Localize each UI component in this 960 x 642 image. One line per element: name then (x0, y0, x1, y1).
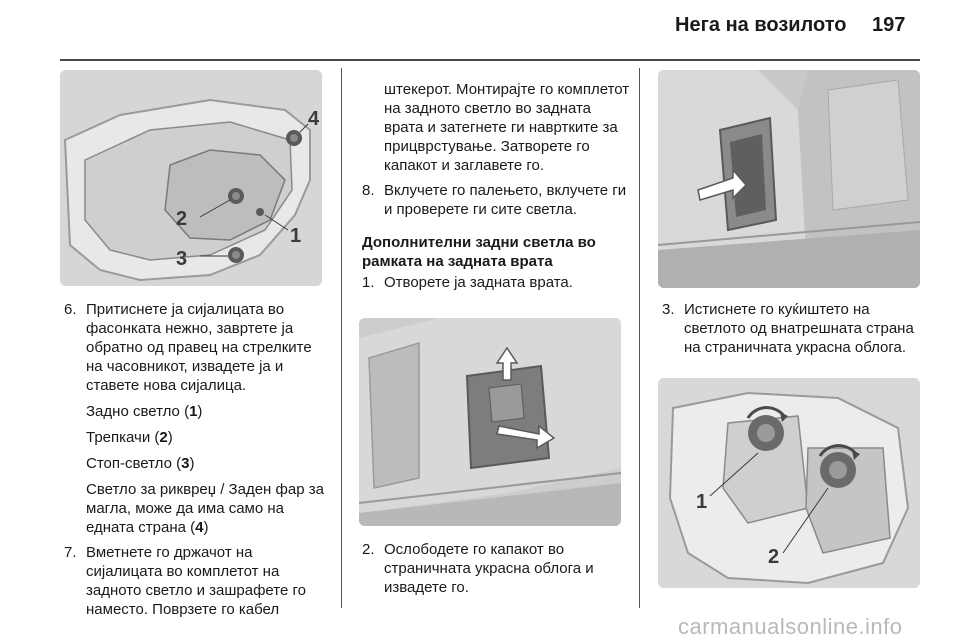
section-heading: Дополнителни задни светла во рамката на задната врата (362, 234, 596, 270)
step-number: 1. (362, 274, 375, 291)
page-number: 197 (872, 14, 906, 36)
step-8 (362, 181, 632, 219)
figure-label-1: 1 (696, 491, 708, 513)
step-number: 8. (362, 182, 375, 199)
figure-label-2: 2 (176, 208, 188, 230)
step-text: Вметнете го држачот на сијалицата во комплетот на задното светло и зашрафете го наместо. Поврзете го кабел (86, 544, 306, 618)
column-3-text (662, 300, 924, 357)
figure-label-3: 3 (176, 248, 188, 270)
step-3 (662, 300, 924, 357)
light-housing-illustration (658, 378, 920, 588)
page-title: Нега на возилото (675, 14, 847, 36)
step-number: 7. (64, 544, 77, 561)
step-6 (64, 300, 332, 395)
column-divider-1 (341, 68, 342, 608)
reverse-fog-label: Светло за риквреџ / Заден фар за магла, може да има само на едната страна (4) (86, 481, 324, 536)
step-text: Притиснете ја сијалицата во фасонката нежно, завртете ја обратно од правец на стрелките на часовникот, извадете ја и ставете нова сијалица. (86, 301, 312, 394)
brake-light-label: Стоп-светло (3) (86, 455, 195, 472)
column-2-text (362, 80, 632, 292)
figure-label-1: 1 (290, 225, 302, 247)
column-divider-2 (639, 68, 640, 608)
header-rule (60, 59, 920, 61)
side-trim-cover-illustration (359, 318, 621, 526)
step-text: Вклучете го палењето, вклучете ги и проверете ги сите светла. (384, 182, 627, 218)
step-2 (362, 540, 632, 597)
step-text: Истиснете го куќиштето на светлото од внатрешната страна на страничната украсна облога. (684, 301, 914, 356)
step-7 (64, 543, 332, 619)
trunk-interior-illustration (658, 70, 920, 288)
tail-light-bulb-holder-illustration (60, 70, 322, 286)
step-1 (362, 273, 632, 292)
column-1-text (64, 300, 332, 619)
step-number: 3. (662, 301, 675, 318)
watermark-url: carmanualsonline.info (678, 614, 903, 639)
figure-label-2: 2 (768, 546, 780, 568)
step-number: 2. (362, 541, 375, 558)
step-number: 6. (64, 301, 77, 318)
step-7-continued: штекерот. Монтирајте го комплетот на задното светло во задната врата и затегнете ги навртките за прицврстување. Затворете го капакот и заглавете го. (384, 81, 630, 174)
column-2-bottom-text (362, 540, 632, 597)
figure-label-4: 4 (308, 108, 320, 130)
tail-light-label: Задно светло (1) (86, 403, 203, 420)
step-text: Отворете ја задната врата. (384, 274, 573, 291)
step-text: Ослободете го капакот во страничната украсна облога и извадете го. (384, 541, 594, 596)
indicator-label: Трепкачи (2) (86, 429, 173, 446)
